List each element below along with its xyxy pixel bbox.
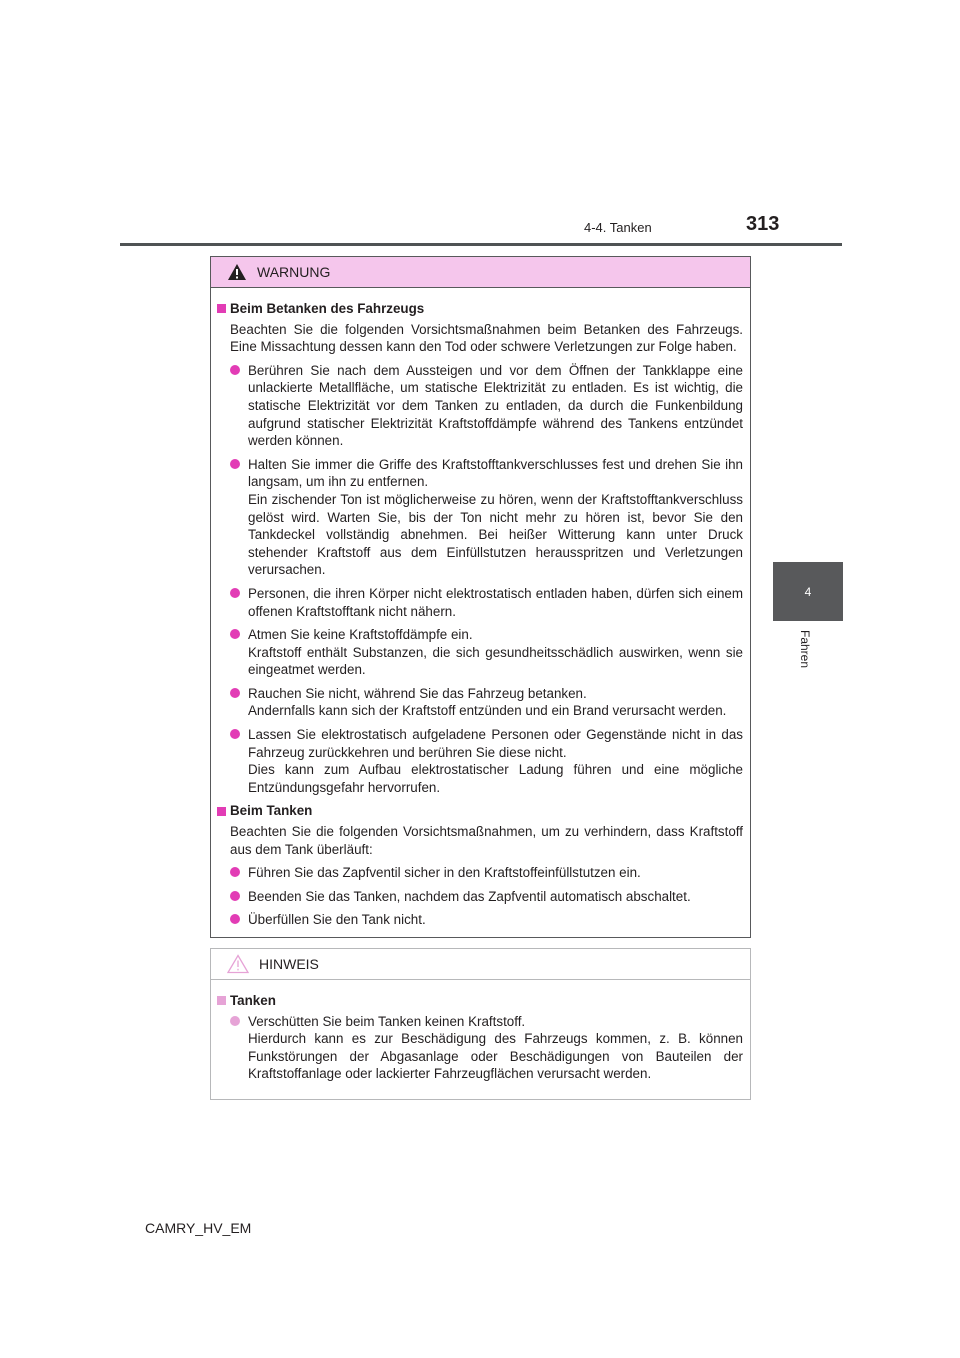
subsection-heading — [217, 992, 743, 1010]
subsection-heading — [217, 300, 743, 318]
note-header — [211, 949, 750, 980]
caution-triangle-icon — [227, 954, 249, 974]
note-title: HINWEIS — [259, 956, 319, 972]
list-item-text: Beenden Sie das Tanken, nachdem das Zapfventil automatisch abschaltet. — [248, 888, 691, 904]
square-bullet-icon — [217, 807, 226, 816]
list-item — [230, 362, 743, 450]
list-item-text: Personen, die ihren Körper nicht elektrostatisch entladen haben, dürfen sich einem offenen Kraftstofftank nicht nähern. — [248, 585, 743, 619]
warning-header — [211, 257, 750, 288]
intro-paragraph: Beachten Sie die folgenden Vorsichtsmaßnahmen beim Betanken des Fahrzeugs. Eine Missachtung dessen kann den Tod oder schwere Verletzungen zur Folge haben. — [230, 321, 743, 355]
subsection — [217, 802, 743, 929]
chapter-tab — [773, 562, 843, 621]
list-item-text: Überfüllen Sie den Tank nicht. — [248, 912, 426, 928]
round-bullet-icon — [230, 588, 240, 598]
section-title: 4-4. Tanken — [584, 220, 652, 235]
list-item-text: Lassen Sie elektrostatisch aufgeladene Personen oder Gegenstände nicht in das Fahrzeug zurückkehren und berühren Sie diese nicht. — [248, 727, 743, 760]
list-item — [230, 456, 743, 579]
list-item-text: Führen Sie das Zapfventil sicher in den Kraftstoffeinfüllstutzen ein. — [248, 865, 641, 881]
round-bullet-icon — [230, 867, 240, 877]
note-body — [211, 980, 750, 1083]
list-item — [230, 626, 743, 679]
list-item — [230, 685, 743, 720]
list-item-text: Verschütten Sie beim Tanken keinen Kraftstoff. — [248, 1013, 526, 1029]
list-item-text: Rauchen Sie nicht, während Sie das Fahrzeug betanken. — [248, 685, 587, 701]
list-item-text: Andernfalls kann sich der Kraftstoff entzünden und ein Brand verursacht werden. — [248, 703, 727, 719]
chapter-label-text: Fahren — [798, 630, 812, 669]
document-code: CAMRY_HV_EM — [145, 1220, 252, 1236]
warning-box — [210, 256, 751, 938]
subsection — [217, 992, 743, 1083]
round-bullet-icon — [230, 365, 240, 375]
round-bullet-icon — [230, 688, 240, 698]
header-divider — [120, 243, 842, 246]
subsection-heading-text: Beim Betanken des Fahrzeugs — [230, 301, 425, 316]
chapter-label — [780, 622, 830, 672]
list-item — [230, 888, 743, 906]
list-item-text: Kraftstoff enthält Substanzen, die sich gesundheitsschädlich auswirken, wenn sie eingeatmet werden. — [248, 644, 743, 678]
round-bullet-icon — [230, 891, 240, 901]
subsection-heading-text: Tanken — [230, 993, 276, 1008]
warning-body — [211, 288, 750, 929]
list-item-text: Berühren Sie nach dem Aussteigen und vor dem Öffnen der Tankklappe eine unlackierte Metallfläche, um statische Elektrizität zu entladen. Es ist wichtig, die statische Elektrizität vor dem Tanken zu entladen, da durch die Funkenbildung aufgrund statischer Elektrizität Kraftstoffdämpfe während des Tankens entzündet werden können. — [248, 362, 743, 449]
round-bullet-icon — [230, 914, 240, 924]
list-item — [230, 911, 743, 929]
round-bullet-icon — [230, 1016, 240, 1026]
list-item-text: Atmen Sie keine Kraftstoffdämpfe ein. — [248, 627, 473, 643]
list-item-text: Dies kann zum Aufbau elektrostatischer Ladung führen und eine mögliche Entzündungsgefahr hervorrufen. — [248, 762, 743, 795]
warning-triangle-icon — [227, 263, 247, 281]
note-box — [210, 948, 751, 1100]
chapter-number: 4 — [804, 584, 812, 599]
round-bullet-icon — [230, 459, 240, 469]
square-bullet-icon — [217, 996, 226, 1005]
warning-title: WARNUNG — [257, 264, 331, 280]
page-number: 313 — [746, 213, 780, 235]
list-item-text: Ein zischender Ton ist möglicherweise zu hören, wenn der Kraftstofftankverschluss gelöst wird. Warten Sie, bis der Ton nicht mehr zu hören ist, bevor Sie den Tankdeckel vollständig abnehmen. Bei heißer Witterung kann unter Druck stehender Kraftstoff aus dem Einfüllstutzen herausspritzen und Verletzungen verursachen. — [248, 491, 743, 578]
subsection-heading-text: Beim Tanken — [230, 803, 313, 819]
list-item — [230, 864, 743, 882]
list-item-text: Hierdurch kann es zur Beschädigung des Fahrzeugs kommen, z. B. können Funkstörungen der Abgasanlage oder Beschädigungen von Bauteilen der Kraftstoffanlage oder lackierter Fahrzeugflächen verursacht werden. — [248, 1031, 743, 1082]
list-item-text: Halten Sie immer die Griffe des Kraftstofftankverschlusses fest und drehen Sie ihn langsam, um ihn zu entfernen. — [248, 456, 743, 490]
list-item — [230, 726, 743, 796]
round-bullet-icon — [230, 629, 240, 639]
bullet-list — [230, 362, 743, 797]
list-item — [230, 1013, 743, 1083]
bullet-list — [230, 864, 743, 929]
bullet-list — [230, 1013, 743, 1083]
list-item — [230, 585, 743, 620]
subsection-heading — [217, 802, 743, 820]
intro-paragraph: Beachten Sie die folgenden Vorsichtsmaßnahmen, um zu verhindern, dass Kraftstoff aus dem Tank überläuft: — [230, 824, 743, 857]
round-bullet-icon — [230, 729, 240, 739]
square-bullet-icon — [217, 304, 226, 313]
subsection — [217, 300, 743, 796]
